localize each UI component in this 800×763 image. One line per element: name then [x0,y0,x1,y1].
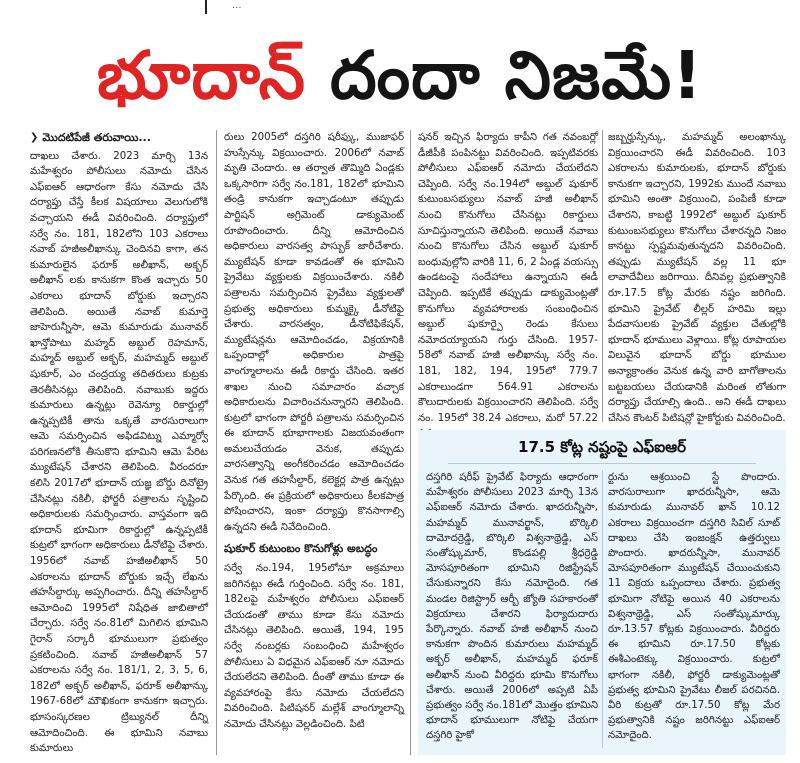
article-column-1 [30,130,208,760]
box-column-divider [602,470,603,748]
column-divider [216,130,217,755]
chevron-right-icon: ❯ [30,132,39,143]
headline [0,28,800,124]
article-column-3 [418,130,598,426]
headline-rest: దందా నిజమే! [306,37,704,114]
box-column-right: ర్టును ఆశ్రయించి స్టే పొందారు. వారసురాలుగా ఖాదరున్నీసా, ఆమె కుమారుడు మునావర్ ఖాన్ 10.12 ఎకరాలు విక్రయించగా దస్తగిరి సివిల్ సూట్ దాఖలు చేసి ఇంజంక్షన్ ఉత్తర్వులు పొందారు. ఖాదరున్నీసా, మునావర్ మోసపూరితంగా మ్యుటేషన్ చేయించుకుని 11 విక్రయ ఒప్పందాలు చేశారు. ప్రభుత్వ భూమిగా నోటిఫై అయిన 40 ఎకరాలను విశ్వనాథ్రెడ్డి, ఎస్ సంతోష్కుమార్కు రూ.13.57 కోట్లకు విక్రయించారు. వీరిద్దరు ఈ భూమిని రూ.17.50 కోట్లకు ఈశీఎంటెక్కు విక్రయించారు. కుట్రలో భాగంగా నకిలీ, ఫోర్జరీ డాక్యుమెంట్లతో ప్రభుత్వ భూమిని ప్రైవేటు లీజల్ పరచినది. వీరి కుట్రతో రూ.17.50 కోట్ల మేర ప్రభుత్వానికి నష్టం జరిగినట్టు ఎఫ్ఐఆర్ నమోదైంది. [608,472,780,742]
column-1-body: దాఖలు చేశారు. 2023 మార్చి 13న మహేశ్వరం పోలీసులు నమోదు చేసిన ఎఫ్ఐఆర్ ఆధారంగా కేసు నమోదు చేసి దర్యాప్తు చేస్తే కీలక విషయాలు వెలుగులోకి వచ్చాయని ఈడీ వివరించింది. దర్యాప్తులో సర్వే నం. 181, 182లోని 103 ఎకరాలు నవాబ్ హజీఅలీఖాన్కు చెందినవి కాగా, తన కుమారులైన ఫరూక్ అలీఖాన్, అక్బర్ అలీఖాన్ లకు కానుకగా కొంత ఇచ్చారు 50 ఎకరాలు భూదాన్ బోర్డుకు ఇచ్చారని తెలిపింది. అయితే నవాబ్ కుమార్తె జాహెరున్నీసా, ఆమె కుమారుడు మునావర్ ఖాన్తోపాటు మహ్మద్ అబ్దుల్ రెహమాన్, మహ్మద్ అబ్దుల్ అక్బర్, మహమ్మద్ అబ్దుల్ షుకూర్, ఎం చంద్రయ్య తదితరులు కుట్రకు తెరతీసినట్లు తెలిపింది. నవాబుకు ఇద్దరు కుమారులు ఉన్నట్లు రెవెన్యూ రికార్డుల్లో ఉన్నప్పటికీ తాను ఒక్కతే వారసురాలుగా ఆమె సమర్పించిన అఫిడవిట్ను ఎమ్మార్వో పరిగణనలోకి తీసుకొని భూమిని ఆమె పేరిట మ్యుటేషన్ చేశారని తెలిపింది. వీరందరూ కలిసి 2017లో భూదాన్ యజ్ఞ బోర్డు దినోట్రై చేసినట్లు నకిలీ, ఫోర్జరీ పత్రాలను సృష్టించి అధికారులకు సమర్పించారు. వాస్తవంగా ఇది భూదాన్ భూమిగా రికార్డుల్లో ఉన్నప్పటికీ కుట్రలో భాగంగా అధికారులు డీనోటిఫై చేశారు. 1956లో నవాబ్ హజీఅలీఖాన్ 50 ఎకరాలను భూదాన్ బోర్డుకు ఇచ్చే లేఖను తహసీల్దార్కు అప్పగించారు. దీన్ని తహసీల్దార్ ఆమోదించి 1995లో నిషేధిత జాబితాలో చేర్చారు. సర్వే నం.81లో మిగిలిన భూమిని గైరాన్ సర్కారీ భూములుగా ప్రభుత్వం ప్రకటించింది. నవాబ్ హజీఅలీఖాన్ 57 ఎకరాలను సర్వే నం. 181/1, 2, 3, 5, 6, 182లో అక్బర్ అలీఖాన్, ఫరూక్ అలీఖాన్కు 1967-68లో మౌఖికంగా కానుకగా ఇచ్చారు. భూసంస్కరణల ట్రిబ్యునల్ దీన్ని ఆమోదించింది. ఈ భూమిని నవాబు కుమారులు [30,150,208,755]
top-fragment: ... [232,0,242,11]
top-divider [205,0,207,14]
previous-article-strip [0,0,800,16]
headline-highlight: భూదాన్ [96,37,306,114]
column-divider [410,130,411,755]
column-divider [602,130,603,422]
column-3-body: షనర్ ఇచ్చిన ఫిర్యాదు కాపీని గత నవంబర్లో డీజీపీకి పంపినట్టు వివరించింది. ఇప్పటివరకు పోలీసులు ఎఫ్ఐఆర్ నమోదు చేయలేదని చెప్పింది. సర్వే నం.194లో అబ్దుల్ షుకూర్ కుటుంబసభ్యులు నవాబ్ హజీ అలీఖాన్ నుంచి కొనుగోలు చేసినట్లు రికార్డులు సూచిస్తున్నాయని తెలిపింది. అయితే నవాబు నుంచి కొనుగోలు చేసిన అబ్దుల్ షుకూర్ బంధువుల్లోని వారికి 11, 6, 2 ఏండ్ల వయస్సు ఉండటంపై సందేహాలు ఉన్నాయని ఈడీ చెప్పింది. ఇప్పటికే తప్పుడు డాక్యుమెంట్లతో కొనుగోలు వ్యవహారాలకు సంబంధించిన అబ్దుల్ షుకూర్పై రెండు కేసులు నమోదయ్యాయని గుర్తు చేసింది. 1957-58లో నవాబ్ హజీ అలీఖాన్కు సర్వే నం. 181, 182, 194, 195లో 779.7 ఎకరాలుండగా 564.91 ఎకరాలను కౌలుదారులకు విక్రయించారని తెలిపింది. సర్వే నం. 195లో 38.24 ఎకరాలు, మరో 57.22 [418,132,598,424]
continuation-kicker [30,130,208,146]
column-4-body: జబ్బర్హుస్సేన్కు, మహమ్మద్ అలంఖాన్కు విక్రయించారని ఈడీ వివరించింది. 103 ఎకరాలను కుమారులకు, భూదాన్ బోర్డుకు కానుకగా ఇచ్చారని, 1992కు ముందే నవాబు భూమిని అంతా విక్రయించి, పంపిణీ కూడా చేశారని, కాబట్టి 1992లో అబ్దుల్ షుకూర్ కుటుంబసభ్యులు కొనుగోలు చేశారన్నది నిజం కానట్టు స్పష్టమవుతున్నదని వివరించింది. తప్పుడు మ్యుటేషన్ వల్ల 11 భూ లావాదేవీలు జరిగాయి. దీనివల్ల ప్రభుత్వానికి రూ.17.5 కోట్ల మేరకు నష్టం జరిగింది. భూమిని ప్రైవేట్ లీల్లర్ హరిమి ఇల్లు పేదవాసులకు ప్రైవేట్ వ్యక్తుల చేతుల్లోకి భూదాన్ భూములు వెళ్లాయి. కోట్ల రూపాయల విలువైన భూదాన్ బోర్డు భూముల అన్యాక్రాంతం వెనుక ఉన్న వారి బాగోతాలను బట్టబయలు చేయడానికి మరింత లోతుగా దర్యాప్తు చేయాల్సి ఉంది.. అని ఈడీ దాఖలు చేసిన కౌంటర్ పిటిషన్లో హైకోర్టుకు వివరించింది. [608,132,786,424]
kicker-label: మొదటిపేజీ తరువాయి... [42,131,151,144]
column-2-body-top: రులు 2005లో దస్తగిరి షరీఫ్కు, ముజాఫర్ హుస్సేన్కు విక్రయించారు. 2006లో నవాబ్ మృతి చెందారు. ఆ తర్వాత తొమ్మిది ఏండ్లకు ఒక్కసారిగా సర్వే నం.181, 182లో భూమిని తండ్రి కానుకగా ఇచ్చాడంటూ తప్పుడు పార్టిషన్ అగ్రిమెంట్ డాక్యుమెంట్ రూపొందించారు. దీన్ని ఆమోదించిన అధికారులు వారసత్వ పాస్బుక్ జారీచేశారు. మ్యుటేషన్ కూడా కావడంతో ఈ భూమిని ప్రైవేటు వ్యక్తులకు విక్రయించేశారు. నకిలీ పత్రాలను సమర్పించిన ప్రైవేటు వ్యక్తులతో ప్రభుత్వ అధికారులు కుమ్మక్కై డీనోటిఫై చేశారు. వారసత్వం, డీనోటిఫికేషన్, మ్యుటేషన్లను ఆమోదించడం, విక్రయానికి ఒప్పందాల్లో అధికారుల పాత్రపై వాంగ్మూలాలను ఈడీ రికార్డు చేసింది. ఇతర శాఖల నుంచి సమాచారం వచ్చాక అధికారులను విచారించనున్నారని తెలిపింది. కుట్రలో భాగంగా పోర్జరీ పత్రాలను సమర్పించిన ఈ భూదాన్ భూభాగాలకు విజయవంతంగా అమలుచేయడం వెనుక, తప్పుడు వారసత్వాన్ని అంగీకరించడం ఆమోదించడం వెనుక గత తహసీల్దార్, కలెక్టర్ల పాత్ర ఉన్నట్లు పేర్కొంది. ఈ ప్రక్రియలో అధికారులు కీలకపాత్ర పోషించారని, ఇంకా దర్యాప్తు కొనసాగాల్సి ఉన్నదని ఈడీ నివేదించింది. [224,132,404,533]
box-column-left: దస్తగిరి షరీఫ్ ప్రైవేట్ ఫిర్యాదు ఆధారంగా మహేశ్వరం పోలీసులు 2023 మార్చి 13న ఎఫ్ఐఆర్ నమోదు చేశారు. ఖాదరున్నీసా, మహమ్మద్ మునావర్ఖాన్, బొర్కిలి దామోదర్రెడ్డి, బొర్కిలి విశ్వనాథ్రెడ్డి, ఎస్ సంతోష్కుమార్, కొండపల్లి శ్రీధర్రెడ్డి మోసపూరితంగా భూమిని రిజిస్ట్రేషన్ చేసుకున్నారని కేసు నమోదైంది. గత మండల రిజిస్ట్రార్ ఆర్బీ జ్యోతి సహకారంతో విక్రయాలు చేశారని ఫిర్యాదుదారు పేర్కొన్నారు. నవాబ్ హజీ అలీఖాన్ నుంచి కానుకగా పొందిన కుమారులు మహమ్మద్ అక్బర్ అలీఖాన్, మహమ్మద్ ఫరూక్ అలీఖాన్ నుంచి వీరిద్దరు భూమి కొనుగోలు చేశారు. అయితే 2006లో అప్పటి ఏపీ ప్రభుత్వం సర్వే నం.181లో మొత్తం భూమిని భూదాన్ భూములుగా నోటిఫై చేయగా దస్తగిరి హైకో [426,472,598,742]
column-2-body-bottom: సర్వే నం.194, 195లోనూ అక్రమాలు జరిగినట్లు ఈడీ గుర్తించింది. సర్వే నం. 181, 182లపై మహేశ్వరం పోలీసులు ఎఫ్ఐఆర్ చేయడంతో తాము కూడా కేసు నమోదు చేసినట్లు తెలిపింది. అయితే, 194, 195 సర్వే నంబర్లకు సంబంధించి మహేశ్వరం పోలీసులు ఏ విధమైన ఎఫ్ఐఆర్ నూ నమోదు చేయలేదని తెలిపింది. దీంతో తాము కూడా ఈ వ్యవహారంపై కేసు నమోదు చేయలేదని వివరించింది. పిటిషనర్ మల్లేశ్ వాంగ్మూలాన్ని నమోదు చేసినట్లు వెల్లడించింది. పిటి [224,563,404,730]
article-column-4 [608,130,786,426]
sidebar-box [418,430,786,755]
box-title: 17.5 కోట్ల నష్టంపై ఎఫ్ఐఆర్ [418,430,786,464]
section-subheading: షుకూర్ కుటుంబం కొనుగోళ్లు అబద్ధం [224,542,378,556]
article-column-2 [224,130,404,760]
